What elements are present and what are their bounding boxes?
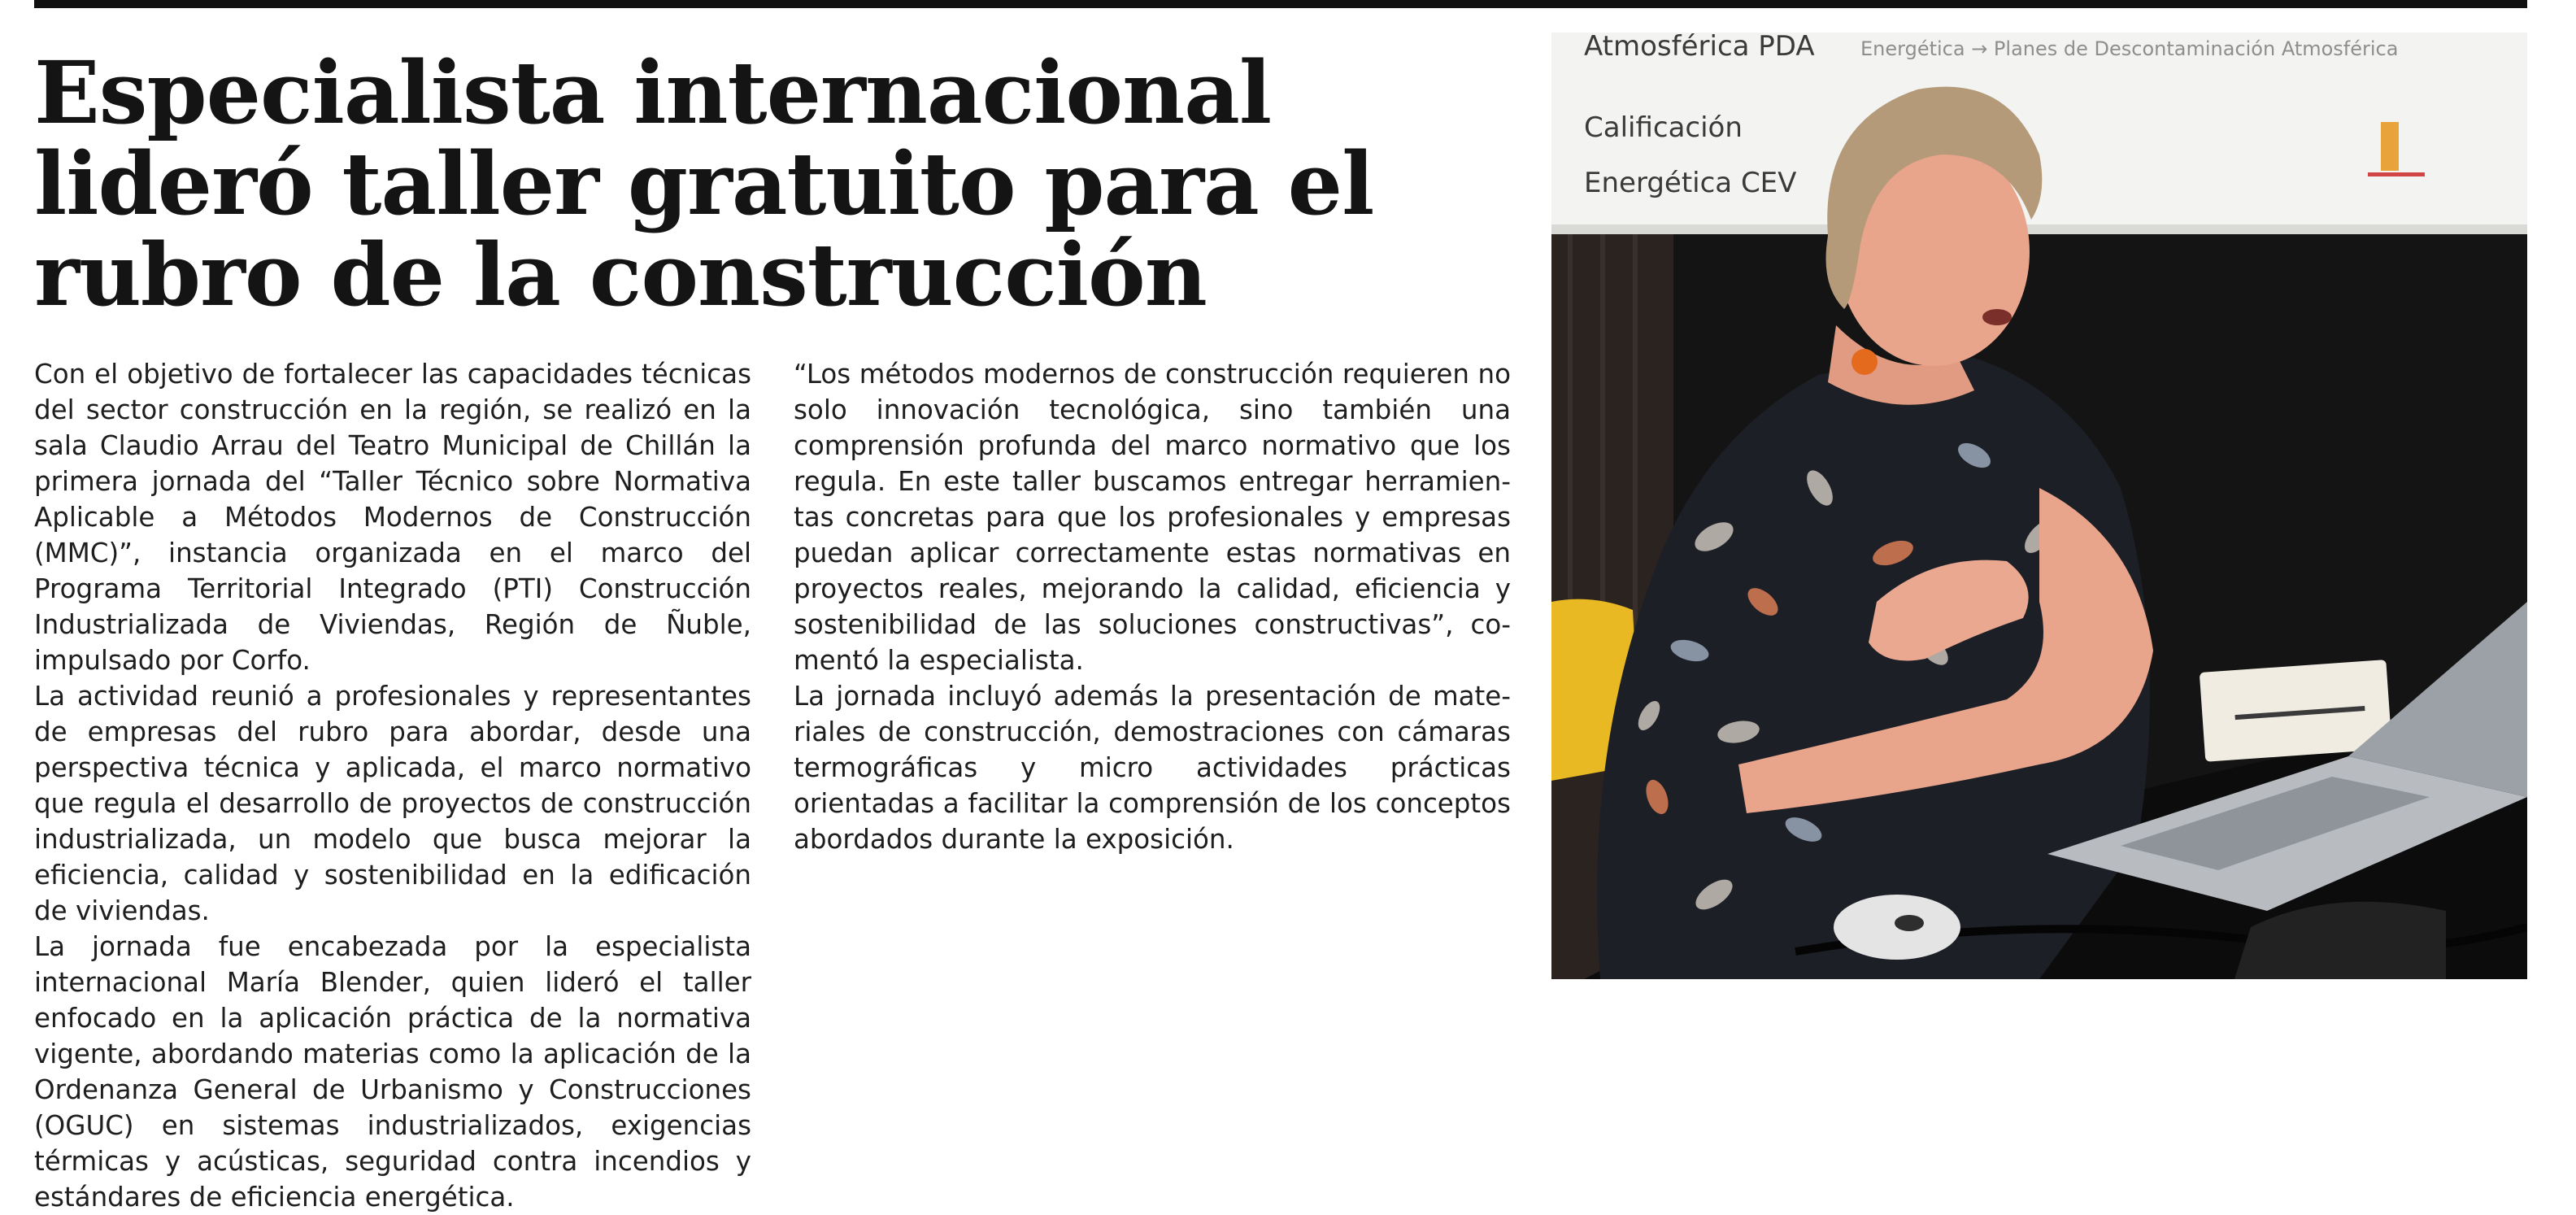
projection-screen xyxy=(1551,33,2527,234)
top-rule xyxy=(34,0,2527,8)
paragraph-4: “Los métodos modernos de construcción requieren no solo innovación tecnológica, sino también una comprensión profunda del marco normativo que los regula. En este taller buscamos entregar herramientas concretas para que los profesionales y empresas puedan aplicar correctamente estas normativas en proyectos reales, mejorando la calidad, eficiencia y sostenibilidad de las soluciones constructivas”, comentó la especialista. xyxy=(794,359,1511,676)
paragraph-5: La jornada incluyó además la presentación de materiales de construcción, demostraciones con cámaras termográficas y micro actividades prácticas orientadas a facilitar la comprensión de los conceptos abordados durante la exposición. xyxy=(794,681,1511,855)
article-column-right xyxy=(794,356,1511,857)
article-column-left xyxy=(34,356,751,1215)
headline-line-2: lideró taller gratuito para el xyxy=(34,133,1374,234)
headline-line-3: rubro de la construcción xyxy=(34,224,1207,325)
screen-text-1: Atmosférica PDA xyxy=(1584,33,1815,63)
screen-text-4: Energética CEV xyxy=(1584,167,1797,199)
paragraph-1: Con el objetivo de fortalecer las capacidades técnicas del sector construcción en la región, se realizó en la sala Claudio Arrau del Teatro Municipal de Chillán la primera jornada del “Taller Técnico sobre Normativa Aplicable a Métodos Modernos de Construcción (MMC)”, instancia organizada en el marco del Programa Territorial Integrado (PTI) Construcción Industrializada de Viviendas, Región de Ñuble, impulsado por Corfo. xyxy=(34,359,751,676)
headline-line-1: Especialista internacional xyxy=(34,41,1272,143)
screen-text-2: Energética → Planes de Descontaminación Atmosférica xyxy=(1860,37,2399,60)
paragraph-2: La actividad reunió a profesionales y representantes de empresas del rubro para abordar, desde una perspectiva técnica y aplicada, el marco normativo que regula el desarrollo de proyectos de construcción industrializada, un modelo que busca mejorar la eficiencia, calidad y sostenibilidad en la edificación de viviendas. xyxy=(34,681,751,926)
article-headline xyxy=(34,41,1498,325)
screen-text-3: Calificación xyxy=(1584,111,1743,144)
paragraph-3: La jornada fue encabezada por la especialista internacional María Blender, quien lideró el taller enfocado en la aplicación práctica de la normativa vigente, abordando materias como la aplicación de la Ordenanza General de Urbanismo y Construcciones (OGUC) en sistemas industrializados, exigencias térmicas y acústicas, seguridad contra incendios y estándares de eficiencia energética. xyxy=(34,931,751,1213)
article-photo xyxy=(1551,33,2527,979)
